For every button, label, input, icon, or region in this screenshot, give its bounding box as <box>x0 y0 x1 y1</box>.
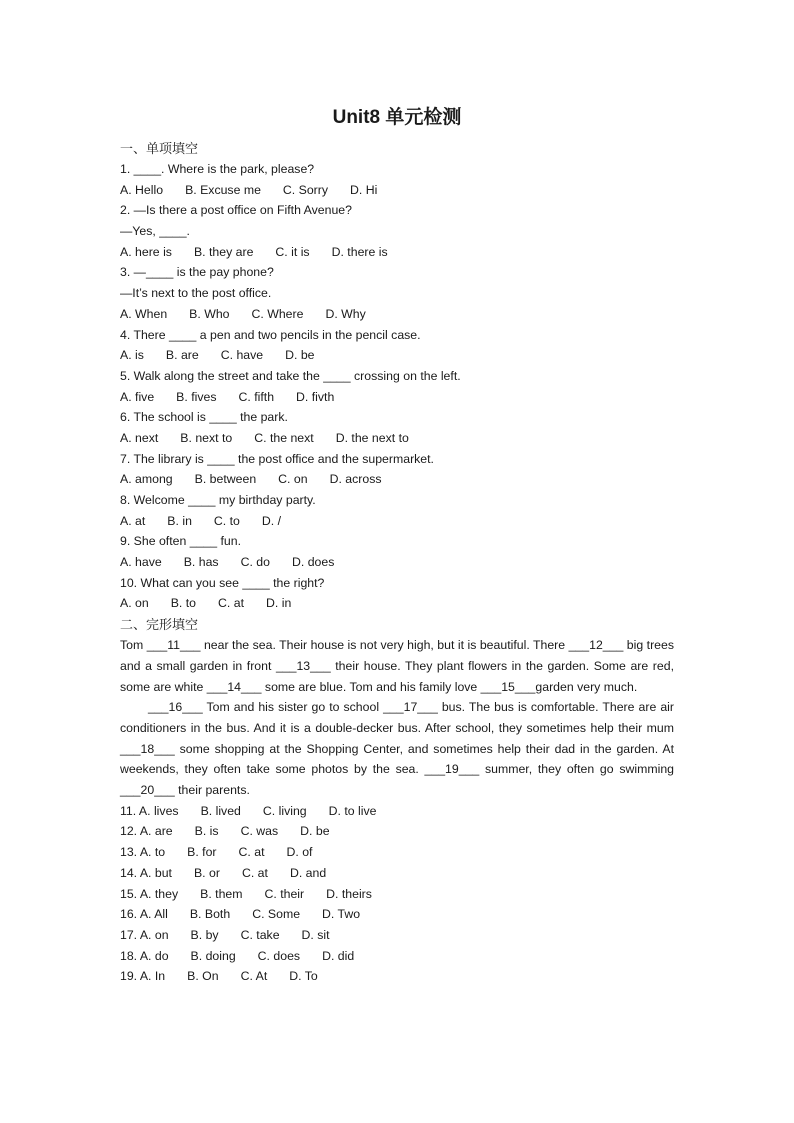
option-text: D. and <box>289 865 327 880</box>
question-options <box>120 345 674 366</box>
option-text: 18. A. do <box>120 948 169 963</box>
single-choice-section <box>120 159 674 614</box>
option-text: C. the next <box>254 430 314 445</box>
option-text: B. lived <box>200 803 241 818</box>
question-options <box>120 511 674 532</box>
option-text: C. on <box>278 472 308 487</box>
option-text: C. it is <box>275 244 310 259</box>
option-text: A. have <box>120 555 162 570</box>
option-text: D. be <box>285 348 315 363</box>
option-text: B. Both <box>189 907 231 922</box>
question-dialogue-line: —It’s next to the post office. <box>120 286 272 301</box>
question-stem: 10. What can you see ____ the right? <box>120 575 325 590</box>
option-text: A. is <box>120 348 144 363</box>
option-text: D. Hi <box>350 182 378 197</box>
option-text: C. at <box>218 596 244 611</box>
option-text: D. does <box>291 555 335 570</box>
option-text: C. Where <box>251 306 304 321</box>
option-text: B. On <box>187 969 219 984</box>
option-text: C. does <box>257 948 301 963</box>
question-options <box>120 593 674 614</box>
option-text: 19. A. In <box>120 969 166 984</box>
option-text: C. Some <box>252 907 301 922</box>
option-text: 11. A. lives <box>120 803 179 818</box>
cloze-option-row <box>120 925 674 946</box>
option-text: B. are <box>165 348 199 363</box>
option-text: D. sit <box>301 927 330 942</box>
question-options <box>120 428 674 449</box>
option-text: D. fivth <box>296 389 335 404</box>
option-text: 13. A. to <box>120 845 166 860</box>
option-text: A. next <box>120 430 159 445</box>
option-text: 16. A. All <box>120 907 168 922</box>
cloze-paragraph: ___16___ Tom and his sister go to school ___17___ bus. The bus is comfortable. There are air conditioners in the bus. And it is a double-decker bus. After school, they sometimes help their mum ___18___ some shopping at the Shopping Center, and sometimes help their dad in the garden. At weekends, they often take some photos by the sea. ___19___ summer, they often go swimming ___20___ their parents. <box>120 700 674 798</box>
option-text: A. at <box>120 513 146 528</box>
question-options <box>120 242 674 263</box>
option-text: 14. A. but <box>120 865 172 880</box>
option-text: A. on <box>120 596 149 611</box>
cloze-option-row <box>120 842 674 863</box>
option-text: B. them <box>200 886 243 901</box>
option-text: B. has <box>183 555 219 570</box>
option-text: B. between <box>194 472 257 487</box>
option-text: D. Two <box>322 907 361 922</box>
option-text: D. to live <box>328 803 377 818</box>
question-stem: 2. —Is there a post office on Fifth Avenue? <box>120 203 352 218</box>
question-stem: 3. —____ is the pay phone? <box>120 265 274 280</box>
option-text: C. have <box>220 348 264 363</box>
option-text: D. did <box>322 948 355 963</box>
option-text: C. At <box>240 969 268 984</box>
option-text: A. five <box>120 389 155 404</box>
cloze-option-row <box>120 884 674 905</box>
option-text: C. was <box>240 824 279 839</box>
option-text: D. the next to <box>335 430 409 445</box>
option-text: A. here is <box>120 244 172 259</box>
option-text: B. Excuse me <box>185 182 261 197</box>
option-text: B. fives <box>176 389 217 404</box>
option-text: C. fifth <box>238 389 275 404</box>
option-text: C. living <box>262 803 307 818</box>
option-text: C. at <box>238 845 265 860</box>
option-text: C. take <box>240 927 280 942</box>
option-text: B. next to <box>180 430 233 445</box>
cloze-option-row <box>120 801 674 822</box>
option-text: D. in <box>266 596 292 611</box>
question-stem: 8. Welcome ____ my birthday party. <box>120 493 316 507</box>
option-text: A. among <box>120 472 173 487</box>
option-text: D. Why <box>325 306 366 321</box>
option-text: B. they are <box>193 244 254 259</box>
option-text: C. Sorry <box>282 182 329 197</box>
option-text: B. Who <box>189 306 230 321</box>
cloze-option-row <box>120 821 674 842</box>
option-text: B. in <box>167 513 192 528</box>
option-text: B. to <box>170 596 197 611</box>
question-options <box>120 304 674 325</box>
question-options <box>120 387 674 408</box>
cloze-option-row <box>120 966 674 987</box>
option-text: C. do <box>240 555 270 570</box>
option-text: B. by <box>190 927 219 942</box>
page-title: Unit8 单元检测 <box>332 107 462 128</box>
option-text: C. to <box>213 513 240 528</box>
option-text: D. / <box>261 513 282 528</box>
option-text: A. When <box>120 306 168 321</box>
cloze-option-row <box>120 863 674 884</box>
question-dialogue-line: —Yes, ____. <box>120 224 190 239</box>
option-text: D. theirs <box>326 886 372 901</box>
option-text: A. Hello <box>120 182 164 197</box>
question-options <box>120 552 674 573</box>
question-stem: 6. The school is ____ the park. <box>120 410 288 425</box>
cloze-paragraph: Tom ___11___ near the sea. Their house is not very high, but it is beautiful. There ___12___ big trees and a small garden in front ___13___ their house. They plant flowers in the garden. Some are red, some are white ___14___ some are blue. Tom and his family love ___15___garden very much. <box>120 638 674 694</box>
cloze-option-row <box>120 946 674 967</box>
question-stem: 1. ____. Where is the park, please? <box>120 162 315 176</box>
option-text: 17. A. on <box>120 927 169 942</box>
question-stem: 9. She often ____ fun. <box>120 534 242 549</box>
question-stem: 4. There ____ a pen and two pencils in the pencil case. <box>120 327 421 342</box>
section-heading: 二、完形填空 <box>120 617 199 633</box>
option-text: 12. A. are <box>120 824 173 839</box>
question-options <box>120 180 674 201</box>
option-text: C. their <box>264 886 305 901</box>
option-text: B. doing <box>190 948 236 963</box>
option-text: D. To <box>289 969 318 984</box>
section-heading: 一、单项填空 <box>120 141 199 156</box>
question-stem: 7. The library is ____ the post office and the supermarket. <box>120 451 434 466</box>
option-text: D. there is <box>331 244 388 259</box>
option-text: C. at <box>241 865 268 880</box>
cloze-answer-options <box>120 801 674 987</box>
question-stem: 5. Walk along the street and take the ____ crossing on the left. <box>120 368 461 383</box>
option-text: B. is <box>194 824 219 839</box>
option-text: B. or <box>193 865 220 880</box>
option-text: D. across <box>329 472 382 487</box>
option-text: 15. A. they <box>120 886 179 901</box>
question-options <box>120 469 674 490</box>
option-text: D. of <box>286 845 313 860</box>
option-text: D. be <box>300 824 330 839</box>
cloze-option-row <box>120 904 674 925</box>
option-text: B. for <box>187 845 217 860</box>
document-body <box>120 138 674 987</box>
